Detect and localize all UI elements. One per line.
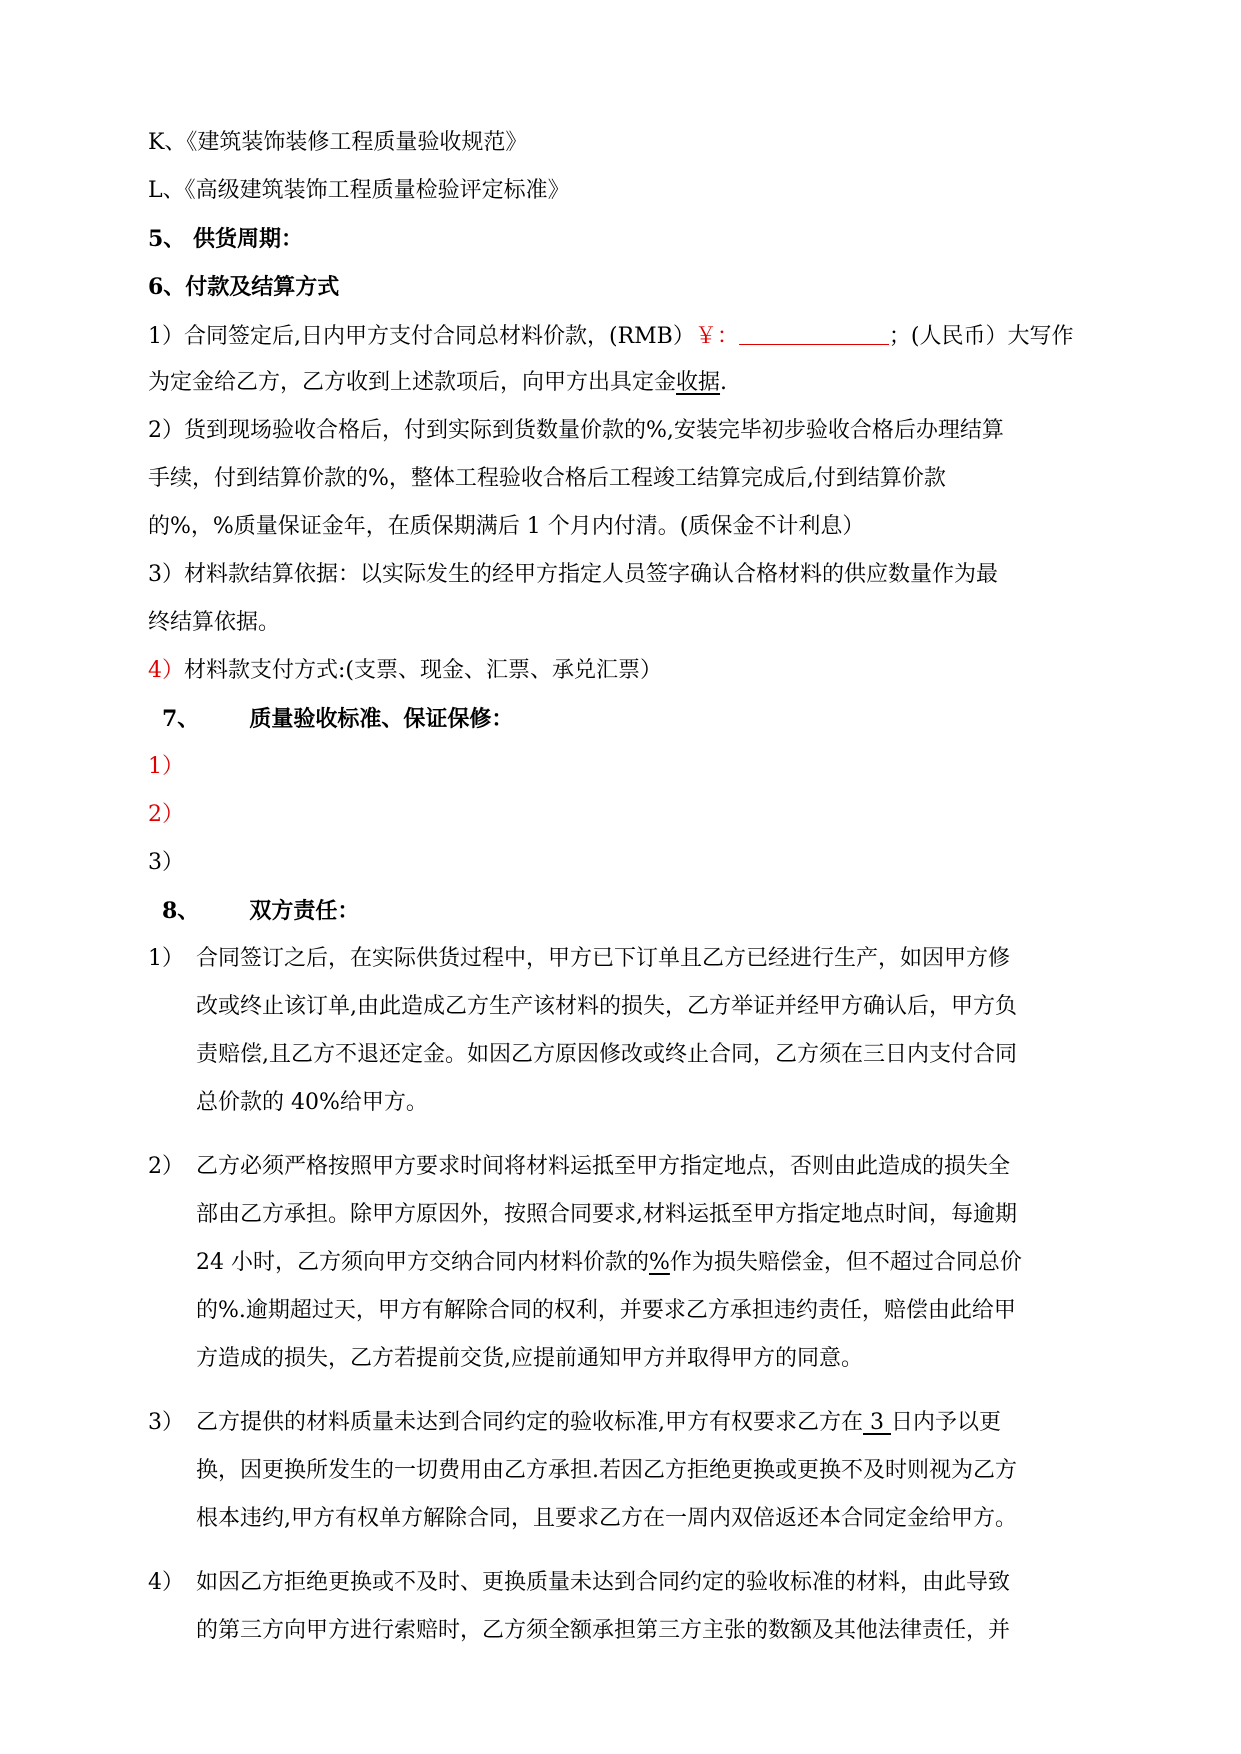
responsibility-2-line-4: 的%.逾期超过天，甲方有解除合同的权利，并要求乙方承担违约责任，赔偿由此给甲 — [196, 1298, 1016, 1323]
section-8-number: 8、 — [162, 898, 200, 924]
responsibility-2-line-5: 方造成的损失，乙方若提前交货,应提前通知甲方并取得甲方的同意。 — [196, 1346, 863, 1371]
responsibility-1-line-4: 总价款的 40%给甲方。 — [196, 1090, 428, 1115]
payment-4-line — [148, 656, 1117, 686]
yen-amount-label: ￥： — [694, 324, 739, 349]
section-7-heading — [162, 704, 1117, 734]
payment-1-text: 1）合同签定后,日内甲方支付合同总材料价款，(RMB） — [148, 324, 695, 349]
payment-4-text: 材料款支付方式:(支票、现金、汇票、承兑汇票） — [184, 658, 662, 683]
list-number: 1） — [148, 946, 184, 971]
list-text: 日内予以更 — [890, 1410, 1001, 1435]
list-text: 24 小时，乙方须向甲方交纳合同内材料价款的 — [196, 1250, 649, 1275]
list-text: 合同签订之后，在实际供货过程中，甲方已下订单且乙方已经进行生产，如因甲方修 — [196, 946, 1011, 971]
days-underlined: 3 — [863, 1410, 891, 1435]
list-number: 4） — [148, 1570, 184, 1595]
responsibility-1-line-3: 责赔偿,且乙方不退还定金。如因乙方原因修改或终止合同，乙方须在三日内支付合同 — [196, 1042, 1017, 1067]
payment-1-text-2: 为定金给乙方，乙方收到上述款项后，向甲方出具定金 — [148, 370, 677, 395]
list-text: 作为损失赔偿金，但不超过合同总价 — [669, 1250, 1022, 1275]
section-7-title: 质量验收标准、保证保修： — [249, 706, 514, 732]
percent-underlined: % — [649, 1250, 670, 1275]
section-8-heading — [162, 896, 1117, 926]
payment-2-line-2: 手续，付到结算价款的%，整体工程验收合格后工程竣工结算完成后,付到结算价款 — [148, 466, 946, 491]
responsibility-1-line-1 — [148, 944, 1117, 974]
responsibility-3-line-3: 根本违约,甲方有权单方解除合同，且要求乙方在一周内双倍返还本合同定金给甲方。 — [196, 1506, 1017, 1531]
list-text: 如因乙方拒绝更换或不及时、更换质量未达到合同约定的验收标准的材料，由此导致 — [196, 1570, 1011, 1595]
section-6-heading: 6、付款及结算方式 — [148, 274, 340, 300]
responsibility-3-line-1 — [148, 1408, 1117, 1438]
list-text: 乙方必须严格按照甲方要求时间将材料运抵至甲方指定地点，否则由此造成的损失全 — [196, 1154, 1011, 1179]
responsibility-2-line-3 — [196, 1248, 1117, 1278]
responsibility-2-line-2: 部由乙方承担。除甲方原因外，按照合同要求,材料运抵至甲方指定地点时间，每逾期 — [196, 1202, 1017, 1227]
quality-item-2: 2） — [148, 802, 184, 827]
payment-4-number: 4） — [148, 658, 184, 683]
section-8-title: 双方责任： — [249, 898, 360, 924]
payment-3-line-2: 终结算依据。 — [148, 610, 281, 635]
quality-item-1: 1） — [148, 754, 184, 779]
section-7-number: 7、 — [162, 706, 200, 732]
list-number: 3） — [148, 1410, 184, 1435]
payment-2-line-3: 的%，%质量保证金年，在质保期满后 1 个月内付清。(质保金不计利息） — [148, 514, 865, 539]
amount-blank — [739, 320, 889, 345]
payment-1-line-1 — [148, 320, 1117, 352]
standard-l: L、《高级建筑装饰工程质量检验评定标准》 — [148, 178, 570, 203]
payment-2-line-1: 2）货到现场验收合格后，付到实际到货数量价款的%,安装完毕初步验收合格后办理结算 — [148, 418, 1004, 443]
responsibility-3-line-2: 换，因更换所发生的一切费用由乙方承担.若因乙方拒绝更换或更换不及时则视为乙方 — [196, 1458, 1017, 1483]
list-text: 乙方提供的材料质量未达到合同约定的验收标准,甲方有权要求乙方在 — [196, 1410, 863, 1435]
quality-item-3: 3） — [148, 850, 184, 875]
standard-k: K、《建筑装饰装修工程质量验收规范》 — [148, 130, 528, 155]
responsibility-4-line-2: 的第三方向甲方进行索赔时，乙方须全额承担第三方主张的数额及其他法律责任，并 — [196, 1618, 1011, 1643]
responsibility-1-line-2: 改或终止该订单,由此造成乙方生产该材料的损失，乙方举证并经甲方确认后，甲方负 — [196, 994, 1017, 1019]
payment-1-line-2 — [148, 368, 1117, 398]
payment-3-line-1: 3）材料款结算依据：以实际发生的经甲方指定人员签字确认合格材料的供应数量作为最 — [148, 562, 998, 587]
payment-1-text-post: ；(人民币）大写作 — [888, 324, 1074, 349]
receipt-underlined: 收据 — [676, 370, 721, 395]
responsibility-2-line-1 — [148, 1152, 1117, 1182]
payment-1-period: . — [720, 370, 728, 395]
section-5-heading: 5、 供货周期： — [148, 226, 303, 252]
responsibility-4-line-1 — [148, 1568, 1117, 1598]
list-number: 2） — [148, 1154, 184, 1179]
